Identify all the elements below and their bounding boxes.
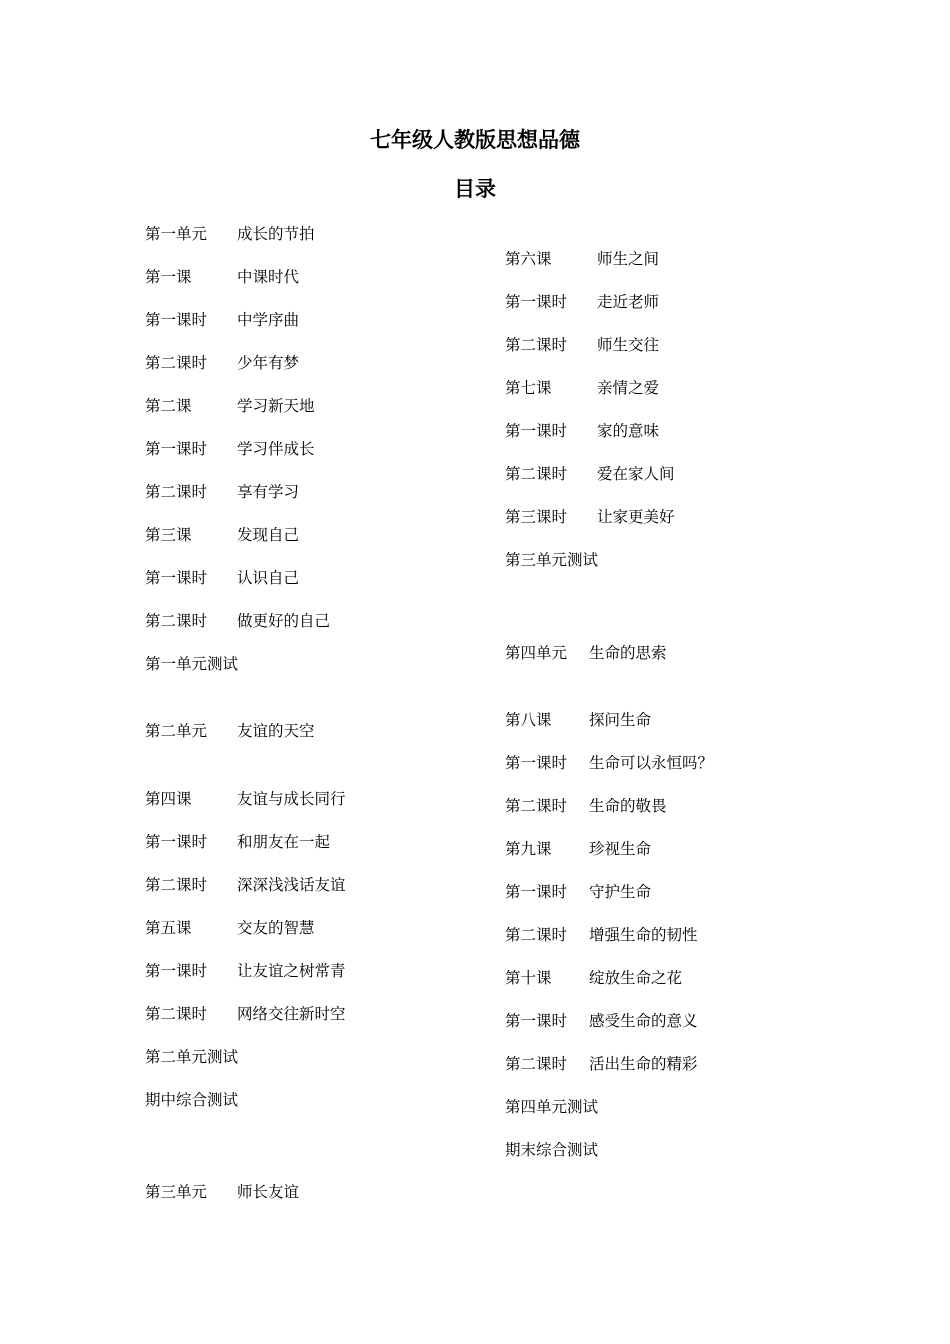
toc-entry-title: 深深浅浅话友谊 — [237, 876, 346, 894]
toc-entry-number: 第一课时 — [505, 422, 568, 440]
toc-entry-number: 期末综合测试 — [505, 1141, 599, 1159]
toc-entry-number: 第二课时 — [505, 926, 568, 944]
toc-entry-title: 生命的思索 — [589, 644, 667, 662]
toc-entry-number: 期中综合测试 — [145, 1091, 239, 1109]
toc-entry-number: 第二课时 — [505, 1055, 568, 1073]
toc-entry-title: 守护生命 — [589, 883, 652, 901]
toc-entry-number: 第二课时 — [505, 465, 568, 483]
toc-entry-number: 第二单元测试 — [145, 1048, 239, 1066]
toc-entry-number: 第九课 — [505, 840, 552, 858]
toc-entry-number: 第一课时 — [145, 311, 208, 329]
toc-entry-title: 少年有梦 — [237, 354, 300, 372]
toc-entry-title: 成长的节拍 — [237, 225, 315, 243]
toc-entry-title: 师生交往 — [597, 336, 660, 354]
toc-entry-title: 发现自己 — [237, 526, 300, 544]
toc-entry-title: 学习新天地 — [237, 397, 315, 415]
toc-entry-title: 师生之间 — [597, 250, 660, 268]
toc-entry-number: 第二课时 — [145, 612, 208, 630]
toc-entry-title: 认识自己 — [237, 569, 300, 587]
toc-entry-number: 第五课 — [145, 919, 192, 937]
toc-entry-number: 第一课时 — [145, 569, 208, 587]
toc-entry-title: 学习伴成长 — [237, 440, 315, 458]
toc-entry-number: 第一课时 — [505, 883, 568, 901]
toc-entry-number: 第七课 — [505, 379, 552, 397]
toc-entry-number: 第三单元测试 — [505, 551, 599, 569]
toc-entry-title: 友谊与成长同行 — [237, 790, 346, 808]
toc-entry-number: 第二课时 — [145, 1005, 208, 1023]
toc-entry-title: 走近老师 — [597, 293, 660, 311]
toc-entry-number: 第一课时 — [505, 754, 568, 772]
toc-entry-title: 享有学习 — [237, 483, 300, 501]
toc-entry-number: 第二课时 — [505, 336, 568, 354]
toc-entry-title: 友谊的天空 — [237, 722, 315, 740]
toc-entry-number: 第四课 — [145, 790, 192, 808]
toc-entry-number: 第二课时 — [145, 876, 208, 894]
toc-entry-number: 第三单元 — [145, 1183, 208, 1201]
toc-entry-title: 爱在家人间 — [597, 465, 675, 483]
toc-entry-title: 中课时代 — [237, 268, 300, 286]
toc-entry-number: 第三课 — [145, 526, 192, 544]
toc-entry-title: 交友的智慧 — [237, 919, 315, 937]
toc-entry-title: 和朋友在一起 — [237, 833, 331, 851]
toc-entry-number: 第二课时 — [145, 354, 208, 372]
toc-entry-number: 第二课时 — [145, 483, 208, 501]
toc-entry-title: 珍视生命 — [589, 840, 652, 858]
toc-entry-number: 第一单元测试 — [145, 655, 239, 673]
toc-heading: 目录 — [454, 177, 496, 201]
toc-entry-title: 让友谊之树常青 — [237, 962, 346, 980]
toc-entry-title: 中学序曲 — [237, 311, 300, 329]
toc-entry-title: 让家更美好 — [597, 508, 675, 526]
document-title: 七年级人教版思想品德 — [370, 128, 580, 152]
toc-entry-title: 师长友谊 — [237, 1183, 300, 1201]
toc-entry-number: 第二课时 — [505, 797, 568, 815]
toc-entry-title: 增强生命的韧性 — [589, 926, 698, 944]
toc-entry-number: 第一单元 — [145, 225, 208, 243]
toc-entry-number: 第二单元 — [145, 722, 208, 740]
toc-entry-number: 第八课 — [505, 711, 552, 729]
toc-entry-number: 第三课时 — [505, 508, 568, 526]
toc-entry-number: 第一课时 — [145, 833, 208, 851]
toc-entry-title: 探问生命 — [589, 711, 652, 729]
toc-entry-number: 第一课时 — [505, 293, 568, 311]
toc-entry-title: 生命可以永恒吗？ — [589, 754, 714, 772]
toc-entry-title: 生命的敬畏 — [589, 797, 667, 815]
toc-entry-number: 第二课 — [145, 397, 192, 415]
toc-entry-number: 第一课 — [145, 268, 192, 286]
toc-entry-title: 感受生命的意义 — [589, 1012, 698, 1030]
toc-entry-title: 做更好的自己 — [237, 612, 331, 630]
toc-entry-number: 第四单元 — [505, 644, 568, 662]
toc-entry-title: 网络交往新时空 — [237, 1005, 346, 1023]
toc-entry-title: 家的意味 — [597, 422, 660, 440]
toc-entry-number: 第六课 — [505, 250, 552, 268]
toc-entry-number: 第一课时 — [145, 440, 208, 458]
toc-entry-number: 第一课时 — [505, 1012, 568, 1030]
toc-entry-title: 绽放生命之花 — [589, 969, 683, 987]
toc-entry-number: 第十课 — [505, 969, 552, 987]
toc-entry-title: 亲情之爱 — [597, 379, 660, 397]
toc-entry-number: 第一课时 — [145, 962, 208, 980]
toc-entry-number: 第四单元测试 — [505, 1098, 599, 1116]
toc-entry-title: 活出生命的精彩 — [589, 1055, 698, 1073]
